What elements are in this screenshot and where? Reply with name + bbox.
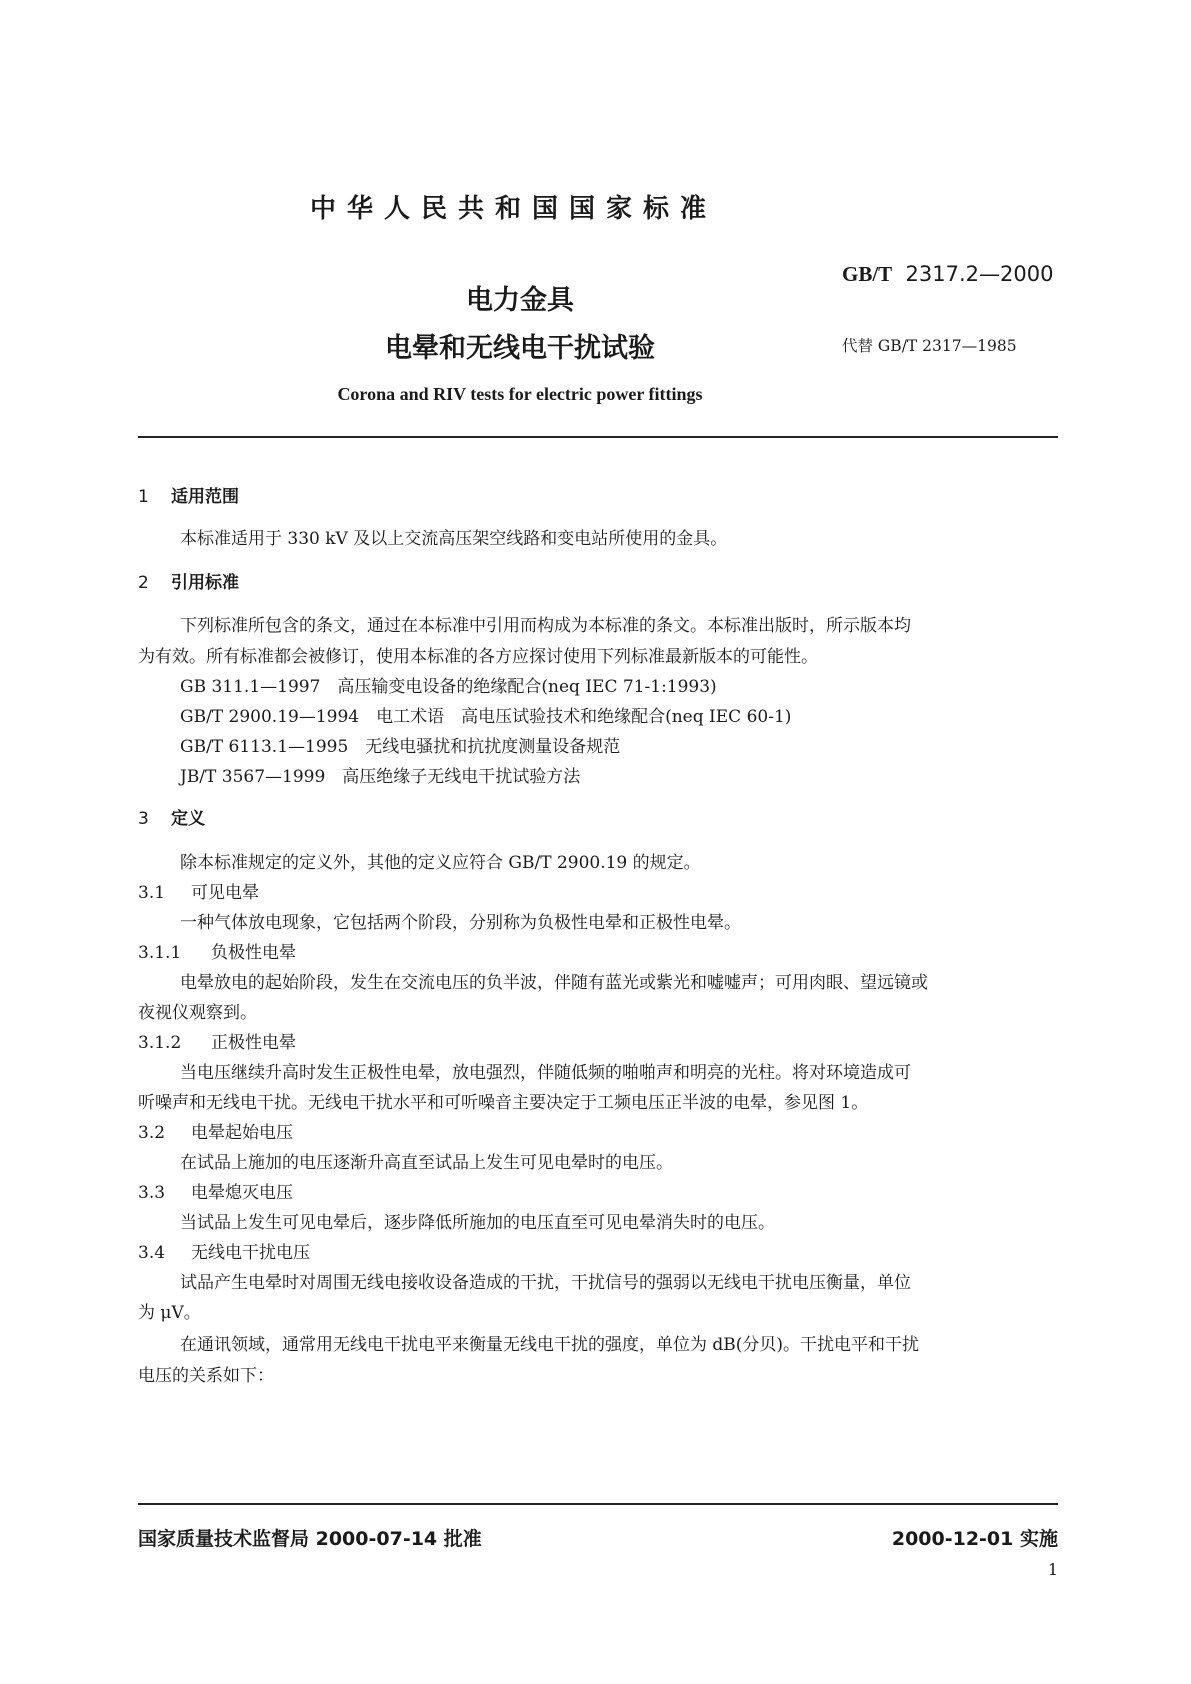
reference-item: GB 311.1—1997 高压输变电设备的绝缘配合(neq IEC 71-1:1993) [180,677,717,697]
definition-3-1-1-body-line2: 夜视仪观察到。 [138,1003,257,1023]
reference-item: GB/T 2900.19—1994 电工术语 高电压试验技术和绝缘配合(neq IEC 60-1) [180,707,792,727]
definition-title: 电晕起始电压 [191,1123,293,1143]
definition-title: 可见电晕 [191,883,259,903]
standard-code-prefix: GB/T [842,262,893,286]
page-number: 1 [1047,1560,1058,1579]
national-standard-heading: 中华人民共和国国家标准 [310,194,718,224]
definition-3-2-heading [138,1118,293,1143]
effective-date: 2000-12-01 实施 [891,1528,1058,1550]
definition-3-4-body-line1: 试品产生电晕时对周围无线电接收设备造成的干扰，干扰信号的强弱以无线电干扰电压衡量，单位 [180,1273,911,1293]
document-title-line1: 电力金具 [466,285,574,316]
definition-3-1-2-body-line2: 听噪声和无线电干扰。无线电干扰水平和可听噪音主要决定于工频电压正半波的电晕，参见图 1。 [138,1093,869,1113]
section-number: 3 [138,809,149,829]
section-number: 1 [138,487,149,507]
definition-3-4-body-line4: 电压的关系如下： [138,1366,274,1386]
document-title-line2: 电晕和无线电干扰试验 [385,333,655,364]
definition-3-1-2-heading [138,1028,296,1053]
definition-3-4-body-line2: 为 μV。 [138,1303,201,1323]
reference-item: JB/T 3567—1999 高压绝缘子无线电干扰试验方法 [180,767,581,787]
section-1-heading [138,482,239,507]
definition-title: 电晕熄灭电压 [191,1183,293,1203]
footer-divider [138,1503,1058,1505]
section-2-body-line2: 为有效。所有标准都会被修订，使用本标准的各方应探讨使用下列标准最新版本的可能性。 [138,647,818,667]
section-3-heading [138,804,205,829]
definition-title: 无线电干扰电压 [191,1243,310,1263]
definition-number: 3.3 [138,1183,166,1203]
section-number: 2 [138,573,149,593]
definition-number: 3.4 [138,1243,166,1263]
approval-note: 国家质量技术监督局 2000-07-14 批准 [138,1528,482,1550]
section-title: 定义 [171,809,205,829]
section-2-heading [138,568,239,593]
section-2-body-line1: 下列标准所包含的条文，通过在本标准中引用而构成为本标准的条文。本标准出版时，所示版本均 [180,616,911,636]
section-title: 适用范围 [171,487,239,507]
definition-3-1-body: 一种气体放电现象，它包括两个阶段，分别称为负极性电晕和正极性电晕。 [180,913,741,933]
reference-item: GB/T 6113.1—1995 无线电骚扰和抗扰度测量设备规范 [180,737,621,757]
definition-title: 负极性电晕 [211,943,296,963]
definition-3-1-1-body-line1: 电晕放电的起始阶段，发生在交流电压的负半波，伴随有蓝光或紫光和嘘嘘声；可用肉眼、望远镜或 [180,973,928,993]
section-1-body: 本标准适用于 330 kV 及以上交流高压架空线路和变电站所使用的金具。 [180,529,728,549]
definition-3-1-heading [138,878,259,903]
definition-number: 3.1.1 [138,943,182,963]
replaces-note: 代替 GB/T 2317—1985 [842,337,1017,355]
definition-3-3-body: 当试品上发生可见电晕后，逐步降低所施加的电压直至可见电晕消失时的电压。 [180,1213,775,1233]
header-divider [138,436,1058,438]
definition-3-4-body-line3: 在通讯领域，通常用无线电干扰电平来衡量无线电干扰的强度，单位为 dB(分贝)。干扰电平和干扰 [180,1335,920,1355]
definition-3-3-heading [138,1178,293,1203]
definition-number: 3.1 [138,883,166,903]
definition-title: 正极性电晕 [211,1033,296,1053]
section-title: 引用标准 [171,573,239,593]
standard-code-number: 2317.2—2000 [905,262,1054,286]
section-3-body: 除本标准规定的定义外，其他的定义应符合 GB/T 2900.19 的规定。 [180,853,701,873]
definition-3-1-1-heading [138,938,296,963]
english-title: Corona and RIV tests for electric power fittings [337,384,703,404]
definition-3-2-body: 在试品上施加的电压逐渐升高直至试品上发生可见电晕时的电压。 [180,1153,673,1173]
definition-number: 3.1.2 [138,1033,182,1053]
definition-3-4-heading [138,1238,310,1263]
definition-3-1-2-body-line1: 当电压继续升高时发生正极性电晕，放电强烈，伴随低频的啪啪声和明亮的光柱。将对环境造成可 [180,1063,911,1083]
definition-number: 3.2 [138,1123,166,1143]
